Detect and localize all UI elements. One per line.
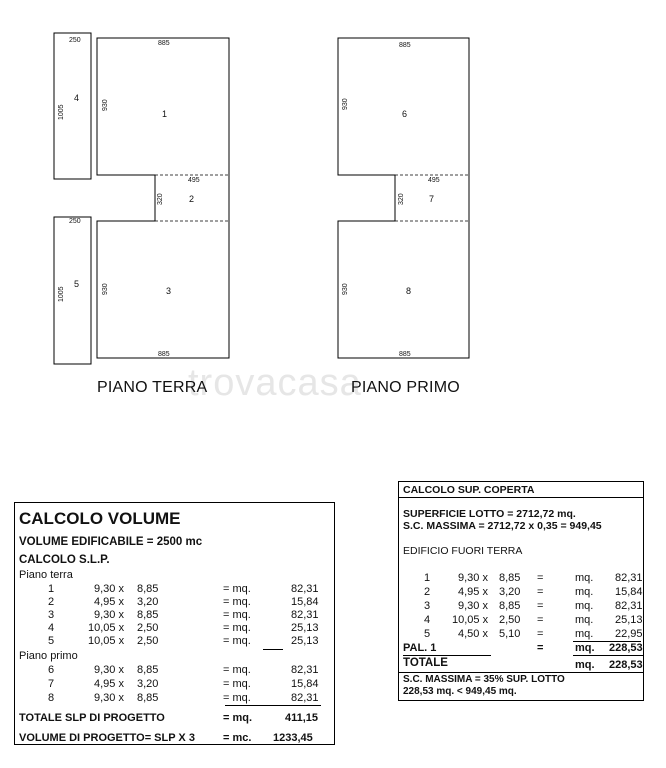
dim-930-3: 930 bbox=[102, 283, 109, 295]
volume-title: CALCOLO VOLUME bbox=[19, 509, 181, 528]
totale-unit: mq. bbox=[575, 659, 595, 671]
piano-terra-label: Piano terra bbox=[19, 569, 73, 581]
row-underline bbox=[263, 649, 283, 650]
room-3-label: 3 bbox=[166, 286, 172, 296]
piano-primo-label: Piano primo bbox=[19, 650, 78, 662]
totale-label: TOTALE bbox=[403, 657, 448, 669]
divider bbox=[399, 497, 643, 498]
dim-930-1: 930 bbox=[102, 99, 109, 111]
dim-930-6: 930 bbox=[342, 98, 349, 110]
volume-edificabile: VOLUME EDIFICABILE = 2500 mc bbox=[19, 536, 203, 548]
dim-1005-4: 1005 bbox=[58, 104, 65, 120]
dim-1005-5: 1005 bbox=[58, 286, 65, 302]
caption-piano-terra: PIANO TERRA bbox=[97, 379, 208, 396]
room-1-label: 1 bbox=[162, 109, 168, 119]
dim-320: 320 bbox=[157, 193, 164, 205]
room-8-label: 8 bbox=[406, 286, 412, 296]
room-7-label: 7 bbox=[429, 194, 435, 204]
dim-930-8: 930 bbox=[342, 283, 349, 295]
coperta-table: CALCOLO SUP. COPERTA SUPERFICIE LOTTO = 2712,72 mq. S.C. MASSIMA = 2712,72 x 0,35 = 949,45 EDIFICIO FUORI TERRA 1 9,30 x 8,85 = mq. 82,31 2 4,95 x 3,20 = mq. 15,84 3 9,30 x 8,85 = mq. 82,31 4 10,05 x 2,50 = mq. 25,13 5 4,50 x 5,10 = mq. 22,95 PAL. 1 = mq. 228,53 TOTALE mq. 228,53 S.C. MASSIMA = 35% SUP. LOTTO 228,53 mq. < 949,45 mq. bbox=[398, 481, 644, 701]
edificio-fuori-terra: EDIFICIO FUORI TERRA bbox=[403, 545, 523, 557]
room-2-label: 2 bbox=[189, 194, 195, 204]
coperta-title: CALCOLO SUP. COPERTA bbox=[403, 484, 535, 496]
caption-piano-primo: PIANO PRIMO bbox=[351, 379, 460, 396]
dim-495: 495 bbox=[428, 177, 440, 184]
pal-label: PAL. 1 bbox=[403, 642, 437, 654]
volume-table: CALCOLO VOLUME VOLUME EDIFICABILE = 2500 mc CALCOLO S.L.P. Piano terra 1 9,30 x 8,85 = mq. 82,31 2 4,95 x 3,20 = mq. 15,84 3 9,30 x 8,85 = mq. 82,31 4 10,05 x 2,50 = mq. 25,13 5 10,05 x 2,50 = mq. 25,13 Piano primo 6 9,30 x 8,85 = mq. 82,31 7 4,95 x 3,20 = mq. 15,84 8 9,30 x 8,85 = mq. 82,31 TOTALE SLP DI PROGETTO = mq. 411,15 VOLUME DI PROGETTO= SLP X 3 = mc. 1233,45 bbox=[14, 502, 335, 745]
dim-495: 495 bbox=[188, 177, 200, 184]
totale-slp-value: 411,15 bbox=[285, 712, 319, 724]
totale-slp-eq: = mq. bbox=[223, 712, 253, 724]
volume-progetto-label: VOLUME DI PROGETTO= SLP X 3 bbox=[19, 732, 195, 744]
room-5-label: 5 bbox=[74, 279, 80, 289]
volume-progetto-value: 1233,45 bbox=[273, 732, 313, 744]
dim-885-top: 885 bbox=[158, 40, 170, 47]
footer-comparison: 228,53 mq. < 949,45 mq. bbox=[403, 686, 517, 697]
watermark: trovacasa bbox=[188, 362, 362, 404]
dim-885-top: 885 bbox=[399, 42, 411, 49]
pal-eq: = bbox=[537, 642, 544, 654]
divider bbox=[573, 655, 643, 656]
dim-885-bottom: 885 bbox=[158, 351, 170, 358]
pal-underline bbox=[403, 655, 491, 656]
dim-250-bottom: 250 bbox=[69, 218, 81, 225]
totale-slp-label: TOTALE SLP DI PROGETTO bbox=[19, 712, 165, 724]
volume-progetto-eq: = mc. bbox=[223, 732, 252, 744]
totale-value: 228,53 bbox=[609, 659, 643, 671]
superficie-lotto: SUPERFICIE LOTTO = 2712,72 mq. bbox=[403, 508, 576, 520]
dim-320: 320 bbox=[398, 193, 405, 205]
room-6-label: 6 bbox=[402, 109, 408, 119]
sc-massima: S.C. MASSIMA = 2712,72 x 0,35 = 949,45 bbox=[403, 520, 602, 532]
calcolo-slp: CALCOLO S.L.P. bbox=[19, 554, 110, 566]
dim-885-bottom: 885 bbox=[399, 351, 411, 358]
dim-250-top: 250 bbox=[69, 37, 81, 44]
pal-unit: mq. bbox=[575, 642, 595, 654]
pal-value: 228,53 bbox=[609, 642, 643, 654]
footer-sc-massima: S.C. MASSIMA = 35% SUP. LOTTO bbox=[403, 674, 565, 685]
room-4-label: 4 bbox=[74, 93, 80, 103]
divider bbox=[399, 672, 643, 673]
row-underline bbox=[225, 705, 321, 706]
